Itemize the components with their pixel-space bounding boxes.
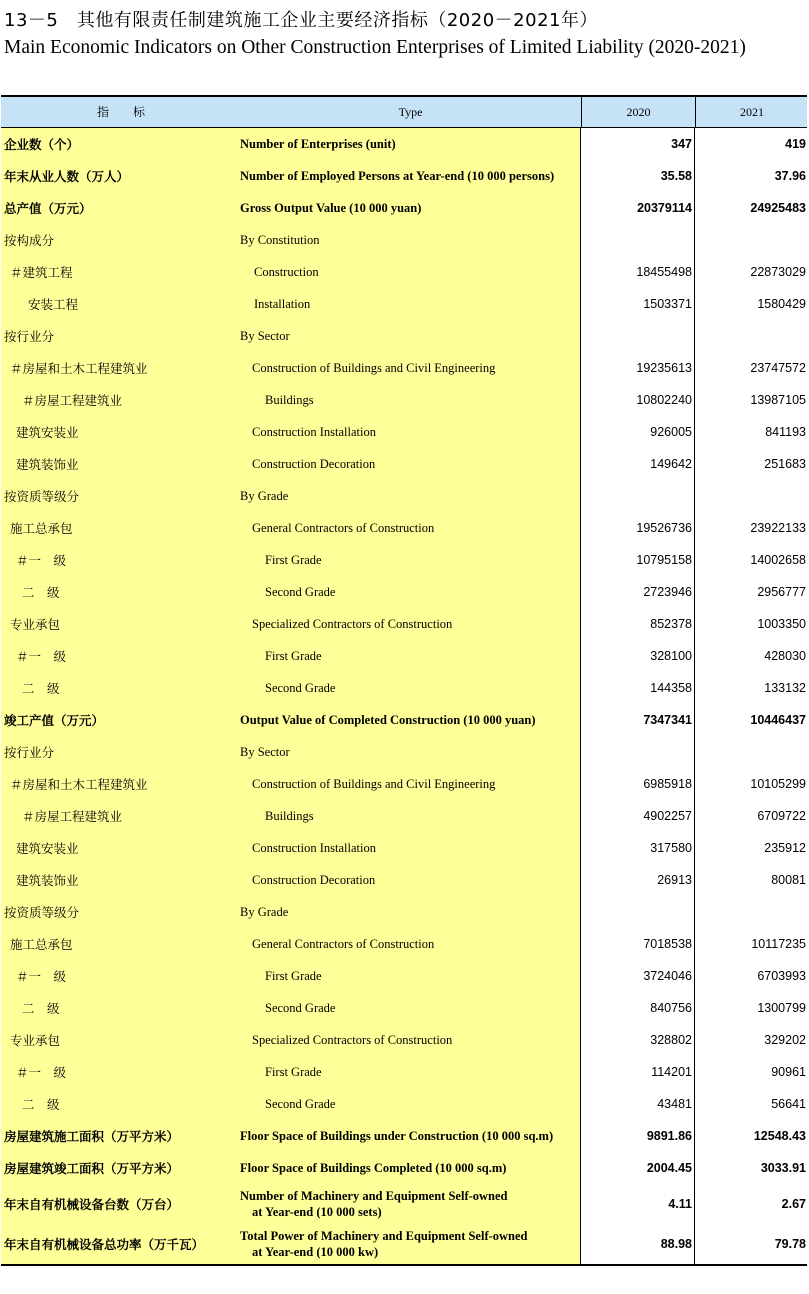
value-2021: 13987105 xyxy=(750,393,806,407)
value-2021: 235912 xyxy=(764,841,806,855)
table-row xyxy=(1,1024,807,1056)
value-2020: 20379114 xyxy=(637,201,692,215)
table-row xyxy=(1,736,807,768)
row-label-en: Floor Space of Buildings under Construction (10 000 sq.m) xyxy=(240,1129,554,1143)
value-2021: 3033.91 xyxy=(760,1161,806,1175)
table-row xyxy=(1,1184,807,1224)
table-row xyxy=(1,512,807,544)
row-label-cn: 二 级 xyxy=(22,681,60,696)
value-2021: 1003350 xyxy=(757,617,806,631)
table-row xyxy=(1,448,807,480)
value-2021: 1300799 xyxy=(757,1001,806,1015)
value-2020: 2004.45 xyxy=(646,1161,692,1175)
table-body xyxy=(1,128,807,1266)
row-label-en: First Grade xyxy=(265,649,322,663)
value-2021: 23922133 xyxy=(750,521,806,535)
value-2021: 6709722 xyxy=(757,809,806,823)
value-2020 xyxy=(581,480,692,512)
row-label-cn: ＃房屋和土木工程建筑业 xyxy=(10,361,148,376)
table-row xyxy=(1,704,807,736)
row-label-cn: 总产值（万元） xyxy=(4,201,92,216)
table-row xyxy=(1,256,807,288)
row-label-en: First Grade xyxy=(265,1065,322,1079)
indicator-table xyxy=(1,95,807,1266)
row-label-cn: 建筑安装业 xyxy=(16,425,79,440)
row-label-en: Buildings xyxy=(265,809,314,823)
table-row xyxy=(1,800,807,832)
row-label-en: Construction Installation xyxy=(252,841,376,855)
value-2021: 22873029 xyxy=(750,265,806,279)
table-row xyxy=(1,1224,807,1264)
row-label-cn: ＃一 级 xyxy=(16,649,67,664)
value-2020: 2723946 xyxy=(643,585,692,599)
value-2021: 329202 xyxy=(764,1033,806,1047)
row-label-en: Gross Output Value (10 000 yuan) xyxy=(240,201,422,215)
table-row xyxy=(1,672,807,704)
value-2021: 37.96 xyxy=(774,169,806,183)
value-2020 xyxy=(581,896,692,928)
row-label-cn: 企业数（个） xyxy=(4,137,80,152)
row-label-cn: 建筑装饰业 xyxy=(16,457,79,472)
value-2021 xyxy=(695,224,806,256)
value-2020: 3724046 xyxy=(643,969,692,983)
row-label-cn: ＃建筑工程 xyxy=(10,265,73,280)
table-row xyxy=(1,1056,807,1088)
row-label-cn: 安装工程 xyxy=(28,297,79,312)
value-2021: 56641 xyxy=(771,1097,806,1111)
value-2021 xyxy=(695,736,806,768)
value-2021: 251683 xyxy=(764,457,806,471)
table-row xyxy=(1,864,807,896)
row-label-en: Construction of Buildings and Civil Engineering xyxy=(252,777,496,791)
row-label-cn: 二 级 xyxy=(22,585,60,600)
row-label-cn: 房屋建筑竣工面积（万平方米） xyxy=(4,1161,180,1176)
value-2021: 80081 xyxy=(771,873,806,887)
row-label-en: By Grade xyxy=(240,905,289,919)
value-2020: 144358 xyxy=(650,681,692,695)
value-2020: 149642 xyxy=(650,457,692,471)
row-label-en: By Sector xyxy=(240,329,290,343)
value-2020: 6985918 xyxy=(643,777,692,791)
value-2021: 10105299 xyxy=(750,777,806,791)
row-label-cn: 按资质等级分 xyxy=(4,905,80,920)
page-title-cn: 13－5 其他有限责任制建筑施工企业主要经济指标（2020－2021年） xyxy=(4,10,598,31)
row-label-en: By Constitution xyxy=(240,233,320,247)
value-2020: 317580 xyxy=(650,841,692,855)
row-label-en: Buildings xyxy=(265,393,314,407)
value-2021: 2956777 xyxy=(757,585,806,599)
row-label-en xyxy=(240,1224,528,1264)
value-2020: 19526736 xyxy=(636,521,692,535)
row-label-en: First Grade xyxy=(265,969,322,983)
table-row xyxy=(1,1120,807,1152)
header-indicator: 指 标 xyxy=(96,105,145,119)
table-row xyxy=(1,896,807,928)
row-label-cn: ＃一 级 xyxy=(16,553,67,568)
value-2020: 88.98 xyxy=(660,1237,692,1251)
value-2021: 419 xyxy=(785,137,806,151)
table-row xyxy=(1,416,807,448)
table-row xyxy=(1,640,807,672)
row-label-cn: 专业承包 xyxy=(10,1033,61,1048)
row-label-cn: 建筑装饰业 xyxy=(16,873,79,888)
value-2020: 10802240 xyxy=(636,393,692,407)
value-2020: 852378 xyxy=(650,617,692,631)
row-label-en: Second Grade xyxy=(265,585,336,599)
row-label-en: Construction Decoration xyxy=(252,873,376,887)
row-label-cn: ＃一 级 xyxy=(16,1065,67,1080)
row-label-cn: ＃房屋和土木工程建筑业 xyxy=(10,777,148,792)
row-label-en: By Sector xyxy=(240,745,290,759)
value-2021 xyxy=(695,480,806,512)
row-label-cn: 年末自有机械设备总功率（万千瓦） xyxy=(4,1237,205,1252)
value-2021: 10446437 xyxy=(750,713,806,727)
row-label-en: Second Grade xyxy=(265,1097,336,1111)
table-row xyxy=(1,608,807,640)
table-row xyxy=(1,544,807,576)
value-2020: 926005 xyxy=(650,425,692,439)
row-label-cn: 施工总承包 xyxy=(10,521,73,536)
row-label-en: Output Value of Completed Construction (10 000 yuan) xyxy=(240,713,536,727)
row-label-cn: 年末从业人数（万人） xyxy=(4,169,130,184)
row-label-en: Specialized Contractors of Construction xyxy=(252,1033,453,1047)
table-row xyxy=(1,768,807,800)
row-label-en: Installation xyxy=(254,297,311,311)
value-2020: 18455498 xyxy=(636,265,692,279)
value-2021: 24925483 xyxy=(750,201,806,215)
table-row xyxy=(1,1152,807,1184)
table-row xyxy=(1,480,807,512)
row-label-en-line2: at Year-end (10 000 sets) xyxy=(252,1205,382,1219)
table-row xyxy=(1,128,807,160)
value-2021: 6703993 xyxy=(757,969,806,983)
row-label-en: Number of Employed Persons at Year-end (10 000 persons) xyxy=(240,169,555,183)
value-2021 xyxy=(695,320,806,352)
row-label-cn: ＃房屋工程建筑业 xyxy=(22,393,123,408)
value-2020: 43481 xyxy=(657,1097,692,1111)
value-2020: 4.11 xyxy=(668,1197,692,1211)
table-header xyxy=(1,95,807,128)
row-label-en: Second Grade xyxy=(265,681,336,695)
table-row xyxy=(1,992,807,1024)
value-2021: 14002658 xyxy=(750,553,806,567)
table-row xyxy=(1,384,807,416)
row-label-en: General Contractors of Construction xyxy=(252,521,435,535)
table-row xyxy=(1,832,807,864)
value-2021: 12548.43 xyxy=(753,1129,806,1143)
value-2020: 35.58 xyxy=(660,169,692,183)
value-2021: 90961 xyxy=(771,1065,806,1079)
table-row xyxy=(1,224,807,256)
value-2020: 328802 xyxy=(650,1033,692,1047)
value-2020 xyxy=(581,320,692,352)
row-label-en: Second Grade xyxy=(265,1001,336,1015)
header-2020: 2020 xyxy=(581,97,695,127)
value-2021 xyxy=(695,896,806,928)
row-label-cn: ＃一 级 xyxy=(16,969,67,984)
row-label-cn: 施工总承包 xyxy=(10,937,73,952)
row-label-cn: 年末自有机械设备台数（万台） xyxy=(4,1197,180,1212)
row-label-en: Construction Decoration xyxy=(252,457,376,471)
row-label-en xyxy=(240,1184,508,1224)
table-row xyxy=(1,288,807,320)
table-row xyxy=(1,928,807,960)
row-label-en: Construction of Buildings and Civil Engineering xyxy=(252,361,496,375)
row-label-en: Number of Enterprises (unit) xyxy=(240,137,396,151)
row-label-cn: 按构成分 xyxy=(4,233,55,248)
row-label-en: Specialized Contractors of Construction xyxy=(252,617,453,631)
row-label-cn: 按行业分 xyxy=(4,745,55,760)
table-row xyxy=(1,192,807,224)
value-2020: 840756 xyxy=(650,1001,692,1015)
value-2020: 1503371 xyxy=(643,297,692,311)
header-2021: 2021 xyxy=(695,97,808,127)
row-label-en-line2: at Year-end (10 000 kw) xyxy=(252,1245,379,1259)
value-2021: 10117235 xyxy=(751,937,806,951)
row-label-en-line1: Total Power of Machinery and Equipment Self-owned xyxy=(240,1229,528,1243)
value-2021: 133132 xyxy=(764,681,806,695)
value-2020: 10795158 xyxy=(636,553,692,567)
table-row xyxy=(1,320,807,352)
row-label-cn: 专业承包 xyxy=(10,617,61,632)
table-row xyxy=(1,160,807,192)
row-label-en: Floor Space of Buildings Completed (10 000 sq.m) xyxy=(240,1161,507,1175)
row-label-en: By Grade xyxy=(240,489,289,503)
value-2021: 23747572 xyxy=(750,361,806,375)
table-row xyxy=(1,960,807,992)
row-label-cn: 二 级 xyxy=(22,1001,60,1016)
value-2020: 26913 xyxy=(657,873,692,887)
page-title-en: Main Economic Indicators on Other Construction Enterprises of Limited Liability (2020-2021) xyxy=(4,37,746,58)
row-label-cn: 房屋建筑施工面积（万平方米） xyxy=(4,1129,180,1144)
value-2020: 19235613 xyxy=(636,361,692,375)
value-2020 xyxy=(581,736,692,768)
row-label-en-line1: Number of Machinery and Equipment Self-owned xyxy=(240,1189,508,1203)
value-2020 xyxy=(581,224,692,256)
row-label-cn: 按行业分 xyxy=(4,329,55,344)
row-label-cn: 建筑安装业 xyxy=(16,841,79,856)
value-2020: 7018538 xyxy=(643,937,692,951)
table-row xyxy=(1,1088,807,1120)
value-2020: 347 xyxy=(671,137,692,151)
value-2021: 428030 xyxy=(764,649,806,663)
header-type: Type xyxy=(398,105,423,119)
table-row xyxy=(1,352,807,384)
value-2020: 9891.86 xyxy=(646,1129,692,1143)
value-2020: 4902257 xyxy=(643,809,692,823)
row-label-en: First Grade xyxy=(265,553,322,567)
row-label-cn: 竣工产值（万元） xyxy=(4,713,105,728)
row-label-en: Construction xyxy=(254,265,319,279)
value-2021: 841193 xyxy=(765,425,806,439)
row-label-en: Construction Installation xyxy=(252,425,376,439)
row-label-cn: ＃房屋工程建筑业 xyxy=(22,809,123,824)
row-label-en: General Contractors of Construction xyxy=(252,937,435,951)
value-2021: 1580429 xyxy=(757,297,806,311)
value-2021: 79.78 xyxy=(774,1237,806,1251)
row-label-cn: 按资质等级分 xyxy=(4,489,80,504)
value-2020: 114201 xyxy=(651,1065,692,1079)
table-row xyxy=(1,576,807,608)
value-2020: 7347341 xyxy=(643,713,692,727)
value-2021: 2.67 xyxy=(781,1197,806,1211)
value-2020: 328100 xyxy=(650,649,692,663)
row-label-cn: 二 级 xyxy=(22,1097,60,1112)
